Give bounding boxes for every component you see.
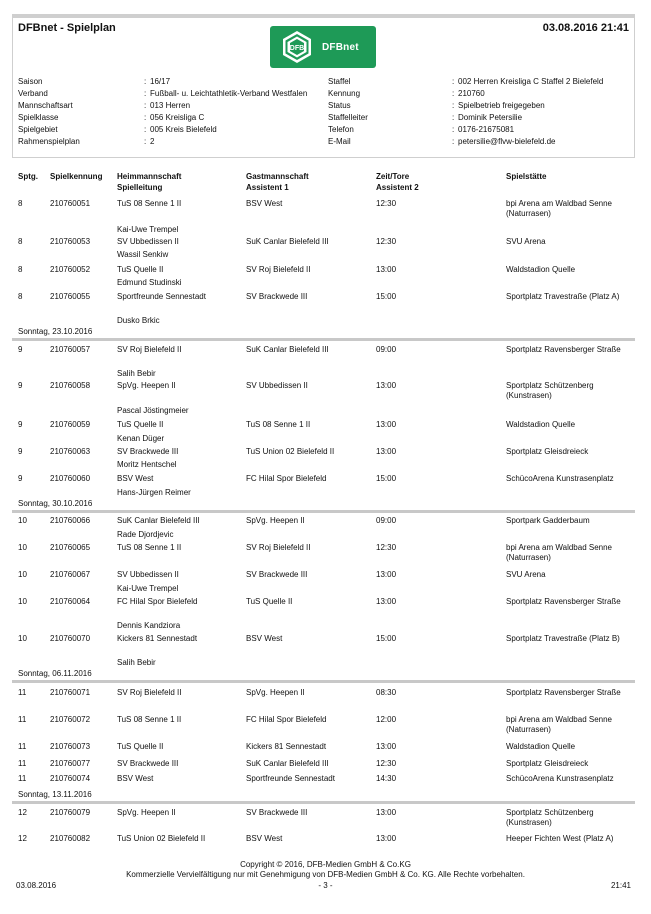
match-kennung: 210760058 [50, 381, 91, 390]
match-sptg: 11 [18, 688, 27, 697]
col-heimmannschaft [117, 171, 181, 193]
match-sptg: 8 [18, 292, 23, 301]
match-sptg: 12 [18, 808, 27, 817]
match-kennung: 210760063 [50, 447, 91, 456]
meta-colon: : [452, 125, 455, 134]
match-referee: Kai-Uwe Trempel [117, 584, 179, 593]
meta-label: Rahmenspielplan [18, 137, 80, 146]
match-gast: SuK Canlar Bielefeld III [246, 237, 329, 246]
match-heim: SpVg. Heepen II [117, 381, 176, 390]
match-referee: Salih Bebir [117, 369, 156, 378]
copyright-text: Copyright © 2016, DFB-Medien GmbH & Co.KG [240, 860, 411, 869]
meta-label: Spielgebiet [18, 125, 58, 134]
match-staette: bpi Arena am Waldbad Senne (Naturrasen) [506, 715, 612, 734]
match-referee: Rade Djordjevic [117, 530, 174, 539]
page-number: - 3 - [318, 881, 333, 890]
col-zeit [376, 171, 419, 193]
meta-value: 013 Herren [150, 101, 191, 110]
match-referee: Moritz Hentschel [117, 460, 177, 469]
meta-colon: : [452, 77, 455, 86]
meta-row [0, 76, 651, 87]
match-sptg: 9 [18, 447, 23, 456]
match-kennung: 210760065 [50, 543, 91, 552]
match-zeit: 13:00 [376, 570, 397, 579]
match-zeit: 12:30 [376, 759, 397, 768]
match-staette: Waldstadion Quelle [506, 420, 576, 429]
meta-colon: : [144, 125, 147, 134]
match-gast: FC Hilal Spor Bielefeld [246, 715, 327, 724]
match-heim: TuS Quelle II [117, 742, 164, 751]
match-referee: Kenan Düger [117, 434, 165, 443]
match-sptg: 9 [18, 474, 23, 483]
match-heim: Sportfreunde Sennestadt [117, 292, 206, 301]
match-heim: TuS Quelle II [117, 265, 164, 274]
meta-value: Spielbetrieb freigegeben [458, 101, 545, 110]
match-staette: Sportplatz Schützenberg (Kunstrasen) [506, 808, 594, 827]
meta-label: E-Mail [328, 137, 351, 146]
match-kennung: 210760073 [50, 742, 91, 751]
match-staette: Sportplatz Schützenberg (Kunstrasen) [506, 381, 594, 400]
match-referee: Kai-Uwe Trempel [117, 225, 179, 234]
meta-row [0, 100, 651, 111]
match-heim: Kickers 81 Sennestadt [117, 634, 198, 643]
meta-colon: : [452, 101, 455, 110]
match-heim: TuS 08 Senne 1 II [117, 199, 182, 208]
date-divider [12, 680, 635, 683]
match-kennung: 210760082 [50, 834, 91, 843]
meta-label: Staffel [328, 77, 351, 86]
match-zeit: 09:00 [376, 345, 397, 354]
match-kennung: 210760072 [50, 715, 91, 724]
match-heim: TuS 08 Senne 1 II [117, 543, 182, 552]
match-sptg: 9 [18, 381, 23, 390]
match-sptg: 11 [18, 715, 27, 724]
meta-row [0, 124, 651, 135]
date-divider [12, 338, 635, 341]
match-heim: SV Ubbedissen II [117, 237, 179, 246]
col-spielstaette: Spielstätte [506, 172, 547, 181]
match-staette: Sportplatz Ravensberger Straße [506, 345, 621, 354]
match-sptg: 8 [18, 199, 23, 208]
match-gast: SV Roj Bielefeld II [246, 543, 311, 552]
match-gast: BSV West [246, 199, 283, 208]
match-gast: SuK Canlar Bielefeld III [246, 345, 329, 354]
footer-copyright [0, 860, 651, 880]
meta-value: 2 [150, 137, 155, 146]
match-heim: SV Brackwede III [117, 447, 179, 456]
match-heim: SV Ubbedissen II [117, 570, 179, 579]
match-sptg: 11 [18, 774, 27, 783]
meta-colon: : [452, 89, 455, 98]
match-kennung: 210760079 [50, 808, 91, 817]
meta-label: Telefon [328, 125, 354, 134]
match-kennung: 210760067 [50, 570, 91, 579]
match-zeit: 12:30 [376, 543, 397, 552]
footer-time: 21:41 [610, 881, 631, 890]
match-sptg: 11 [18, 759, 27, 768]
match-sptg: 9 [18, 420, 23, 429]
match-zeit: 15:00 [376, 292, 397, 301]
match-gast: SuK Canlar Bielefeld III [246, 759, 329, 768]
logo-text: DFBnet [322, 41, 359, 53]
meta-colon: : [144, 77, 147, 86]
match-sptg: 10 [18, 543, 27, 552]
match-gast: TuS 08 Senne 1 II [246, 420, 311, 429]
footer-date: 03.08.2016 [16, 881, 57, 890]
meta-colon: : [144, 89, 147, 98]
match-staette: Sportplatz Gleisdreieck [506, 759, 589, 768]
match-staette: Heeper Fichten West (Platz A) [506, 834, 614, 843]
meta-colon: : [144, 113, 147, 122]
match-zeit: 13:00 [376, 742, 397, 751]
col-gastmannschaft [246, 171, 309, 193]
match-staette: bpi Arena am Waldbad Senne (Naturrasen) [506, 199, 612, 218]
match-referee: Pascal Jöstingmeier [117, 406, 189, 415]
match-kennung: 210760071 [50, 688, 91, 697]
match-kennung: 210760066 [50, 516, 91, 525]
match-gast: SV Ubbedissen II [246, 381, 308, 390]
match-kennung: 210760055 [50, 292, 91, 301]
date-label: Sonntag, 30.10.2016 [18, 499, 93, 508]
meta-label: Verband [18, 89, 48, 98]
match-kennung: 210760059 [50, 420, 91, 429]
match-staette: Waldstadion Quelle [506, 742, 576, 751]
match-sptg: 10 [18, 597, 27, 606]
match-heim: TuS Union 02 Bielefeld II [117, 834, 206, 843]
match-referee: Wassil Senkiw [117, 250, 169, 259]
meta-row [0, 112, 651, 123]
match-staette: Sportpark Gadderbaum [506, 516, 590, 525]
match-sptg: 11 [18, 742, 27, 751]
col-zeit-label: Zeit/Tore [376, 172, 410, 181]
col-gast-label: Gastmannschaft [246, 172, 309, 181]
meta-value: 210760 [458, 89, 485, 98]
meta-value: 005 Kreis Bielefeld [150, 125, 217, 134]
col-sptg: Sptg. [18, 172, 38, 181]
date-divider [12, 801, 635, 804]
match-gast: Sportfreunde Sennestadt [246, 774, 335, 783]
match-zeit: 08:30 [376, 688, 397, 697]
dfb-emblem-icon [280, 30, 314, 64]
col-spielleitung-label: Spielleitung [117, 183, 163, 192]
meta-colon: : [144, 101, 147, 110]
svg-text:DFB: DFB [289, 45, 305, 52]
match-staette: SchücoArena Kunstrasenplatz [506, 774, 614, 783]
match-staette: Waldstadion Quelle [506, 265, 576, 274]
match-gast: SpVg. Heepen II [246, 516, 305, 525]
match-zeit: 14:30 [376, 774, 397, 783]
date-label: Sonntag, 06.11.2016 [18, 669, 92, 678]
col-assistent1-label: Assistent 1 [246, 183, 289, 192]
document-title: DFBnet - Spielplan [18, 22, 116, 34]
match-kennung: 210760052 [50, 265, 91, 274]
meta-row [0, 88, 651, 99]
match-staette: SVU Arena [506, 570, 546, 579]
match-sptg: 8 [18, 265, 23, 274]
match-heim: SpVg. Heepen II [117, 808, 176, 817]
match-referee: Salih Bebir [117, 658, 156, 667]
match-gast: SV Brackwede III [246, 292, 308, 301]
match-gast: SV Roj Bielefeld II [246, 265, 311, 274]
match-zeit: 13:00 [376, 447, 397, 456]
match-zeit: 13:00 [376, 808, 397, 817]
meta-label: Saison [18, 77, 43, 86]
match-zeit: 13:00 [376, 834, 397, 843]
match-heim: SV Roj Bielefeld II [117, 688, 182, 697]
match-kennung: 210760077 [50, 759, 91, 768]
meta-colon: : [452, 113, 455, 122]
match-referee: Hans-Jürgen Reimer [117, 488, 191, 497]
meta-colon: : [452, 137, 455, 146]
match-kennung: 210760051 [50, 199, 91, 208]
meta-value: 16/17 [150, 77, 171, 86]
match-staette: SVU Arena [506, 237, 546, 246]
meta-value: 056 Kreisliga C [150, 113, 205, 122]
match-staette: Sportplatz Travestraße (Platz B) [506, 634, 620, 643]
match-gast: FC Hilal Spor Bielefeld [246, 474, 327, 483]
match-gast: BSV West [246, 834, 283, 843]
match-gast: SV Brackwede III [246, 808, 308, 817]
col-heim-label: Heimmannschaft [117, 172, 182, 181]
match-sptg: 9 [18, 345, 23, 354]
meta-colon: : [144, 137, 147, 146]
meta-value: petersilie@flvw-bielefeld.de [458, 137, 556, 146]
match-heim: SuK Canlar Bielefeld III [117, 516, 200, 525]
match-sptg: 10 [18, 634, 27, 643]
meta-value: Dominik Petersilie [458, 113, 523, 122]
match-sptg: 10 [18, 570, 27, 579]
match-sptg: 8 [18, 237, 23, 246]
col-spielkennung: Spielkennung [50, 172, 103, 181]
match-staette: Sportplatz Gleisdreieck [506, 447, 589, 456]
match-heim: BSV West [117, 474, 154, 483]
match-gast: SpVg. Heepen II [246, 688, 305, 697]
match-zeit: 12:30 [376, 199, 397, 208]
match-zeit: 13:00 [376, 265, 397, 274]
match-heim: SV Roj Bielefeld II [117, 345, 182, 354]
meta-label: Kennung [328, 89, 361, 98]
document-datetime: 03.08.2016 21:41 [542, 22, 629, 34]
rights-text: Kommerzielle Vervielfältigung nur mit Genehmigung von DFB-Medien GmbH & Co. KG. Alle Rechte vorbehalten. [126, 870, 525, 879]
match-sptg: 12 [18, 834, 27, 843]
match-referee: Dennis Kandziora [117, 621, 181, 630]
meta-label: Mannschaftsart [18, 101, 73, 110]
meta-value: 0176-21675081 [458, 125, 515, 134]
date-label: Sonntag, 23.10.2016 [18, 327, 93, 336]
match-staette: Sportplatz Ravensberger Straße [506, 597, 621, 606]
match-zeit: 15:00 [376, 634, 397, 643]
match-heim: BSV West [117, 774, 154, 783]
match-heim: TuS 08 Senne 1 II [117, 715, 182, 724]
match-gast: SV Brackwede III [246, 570, 308, 579]
meta-row [0, 136, 651, 147]
match-zeit: 12:30 [376, 237, 397, 246]
match-gast: BSV West [246, 634, 283, 643]
match-staette: Sportplatz Ravensberger Straße [506, 688, 621, 697]
match-staette: Sportplatz Travestraße (Platz A) [506, 292, 620, 301]
match-zeit: 13:00 [376, 597, 397, 606]
match-kennung: 210760060 [50, 474, 91, 483]
match-gast: Kickers 81 Sennestadt [246, 742, 327, 751]
match-heim: FC Hilal Spor Bielefeld [117, 597, 198, 606]
match-kennung: 210760053 [50, 237, 91, 246]
match-referee: Edmund Studinski [117, 278, 182, 287]
match-sptg: 10 [18, 516, 27, 525]
match-kennung: 210760074 [50, 774, 91, 783]
date-divider [12, 510, 635, 513]
match-kennung: 210760064 [50, 597, 91, 606]
dfbnet-logo [270, 26, 376, 68]
match-zeit: 09:00 [376, 516, 397, 525]
meta-value: Fußball- u. Leichtathletik-Verband Westfalen [150, 89, 308, 98]
col-assistent2-label: Assistent 2 [376, 183, 419, 192]
meta-label: Status [328, 101, 351, 110]
date-label: Sonntag, 13.11.2016 [18, 790, 92, 799]
meta-label: Staffelleiter [328, 113, 368, 122]
match-kennung: 210760070 [50, 634, 91, 643]
match-staette: bpi Arena am Waldbad Senne (Naturrasen) [506, 543, 612, 562]
match-kennung: 210760057 [50, 345, 91, 354]
match-heim: TuS Quelle II [117, 420, 164, 429]
match-referee: Dusko Brkic [117, 316, 160, 325]
match-gast: TuS Quelle II [246, 597, 293, 606]
meta-value: 002 Herren Kreisliga C Staffel 2 Bielefeld [458, 77, 604, 86]
match-zeit: 15:00 [376, 474, 397, 483]
meta-label: Spielklasse [18, 113, 59, 122]
match-zeit: 13:00 [376, 420, 397, 429]
match-staette: SchücoArena Kunstrasenplatz [506, 474, 614, 483]
match-zeit: 12:00 [376, 715, 397, 724]
match-heim: SV Brackwede III [117, 759, 179, 768]
match-zeit: 13:00 [376, 381, 397, 390]
match-gast: TuS Union 02 Bielefeld II [246, 447, 335, 456]
